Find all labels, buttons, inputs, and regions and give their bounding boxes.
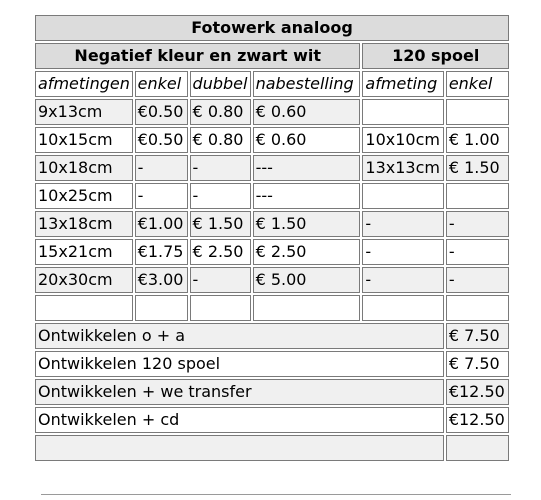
table-cell: -	[446, 267, 509, 293]
table-cell: -	[362, 239, 443, 265]
table-cell	[362, 99, 443, 125]
table-cell	[35, 435, 444, 461]
table-cell: 10x25cm	[35, 183, 133, 209]
table-cell: €0.50	[135, 127, 188, 153]
service-label: Ontwikkelen + we transfer	[35, 379, 444, 405]
table-cell: -	[446, 239, 509, 265]
column-header-dubbel: dubbel	[190, 71, 251, 97]
table-cell: 10x15cm	[35, 127, 133, 153]
table-cell: € 0.60	[253, 127, 361, 153]
service-label: Ontwikkelen + cd	[35, 407, 444, 433]
table-cell: -	[135, 155, 188, 181]
table-cell: -	[190, 155, 251, 181]
service-row	[35, 323, 509, 349]
table-cell: -	[190, 183, 251, 209]
table-cell: 13x13cm	[362, 155, 443, 181]
table-cell	[135, 295, 188, 321]
table-cell: € 1.50	[446, 155, 509, 181]
table-cell	[446, 99, 509, 125]
table-cell: €0.50	[135, 99, 188, 125]
table-cell: € 5.00	[253, 267, 361, 293]
column-header-enkel-120: enkel	[446, 71, 509, 97]
section-header-row	[35, 43, 509, 69]
service-price: € 7.50	[446, 323, 509, 349]
table-cell: 20x30cm	[35, 267, 133, 293]
service-label: Ontwikkelen o + a	[35, 323, 444, 349]
column-header-enkel: enkel	[135, 71, 188, 97]
service-price: €12.50	[446, 407, 509, 433]
service-row	[35, 407, 509, 433]
table-cell: € 2.50	[190, 239, 251, 265]
table-cell	[362, 183, 443, 209]
table-cell: € 1.50	[253, 211, 361, 237]
table-cell: -	[190, 267, 251, 293]
table-cell: €3.00	[135, 267, 188, 293]
table-row	[35, 211, 509, 237]
table-cell: € 1.00	[446, 127, 509, 153]
table-cell	[362, 295, 443, 321]
table-title: Fotowerk analoog	[35, 15, 509, 41]
table-cell: €1.75	[135, 239, 188, 265]
service-row	[35, 351, 509, 377]
price-table	[33, 13, 511, 463]
table-row	[35, 267, 509, 293]
table-cell: 15x21cm	[35, 239, 133, 265]
table-cell: € 0.60	[253, 99, 361, 125]
table-cell: -	[362, 267, 443, 293]
table-cell: € 2.50	[253, 239, 361, 265]
table-cell	[446, 435, 509, 461]
table-row-empty	[35, 295, 509, 321]
service-price: € 7.50	[446, 351, 509, 377]
table-cell: € 0.80	[190, 99, 251, 125]
price-table-container	[33, 13, 511, 463]
table-row	[35, 127, 509, 153]
table-cell	[446, 295, 509, 321]
service-label: Ontwikkelen 120 spoel	[35, 351, 444, 377]
column-header-nabestelling: nabestelling	[253, 71, 361, 97]
column-header-afmetingen: afmetingen	[35, 71, 133, 97]
service-price: €12.50	[446, 379, 509, 405]
table-cell	[253, 295, 361, 321]
table-cell: ---	[253, 183, 361, 209]
table-cell: € 0.80	[190, 127, 251, 153]
column-header-afmeting: afmeting	[362, 71, 443, 97]
table-cell: € 1.50	[190, 211, 251, 237]
table-cell: 10x18cm	[35, 155, 133, 181]
table-cell: 10x10cm	[362, 127, 443, 153]
table-row	[35, 155, 509, 181]
divider	[41, 494, 511, 495]
title-row	[35, 15, 509, 41]
service-row	[35, 379, 509, 405]
table-cell	[446, 183, 509, 209]
table-cell: €1.00	[135, 211, 188, 237]
section-header-negatief: Negatief kleur en zwart wit	[35, 43, 360, 69]
table-cell: -	[362, 211, 443, 237]
section-header-120-spoel: 120 spoel	[362, 43, 509, 69]
table-cell	[190, 295, 251, 321]
table-cell: 9x13cm	[35, 99, 133, 125]
table-row	[35, 239, 509, 265]
footer-row-empty	[35, 435, 509, 461]
table-row	[35, 99, 509, 125]
column-header-row	[35, 71, 509, 97]
table-cell: 13x18cm	[35, 211, 133, 237]
table-row	[35, 183, 509, 209]
table-cell: -	[446, 211, 509, 237]
table-cell	[35, 295, 133, 321]
table-cell: ---	[253, 155, 361, 181]
table-cell: -	[135, 183, 188, 209]
